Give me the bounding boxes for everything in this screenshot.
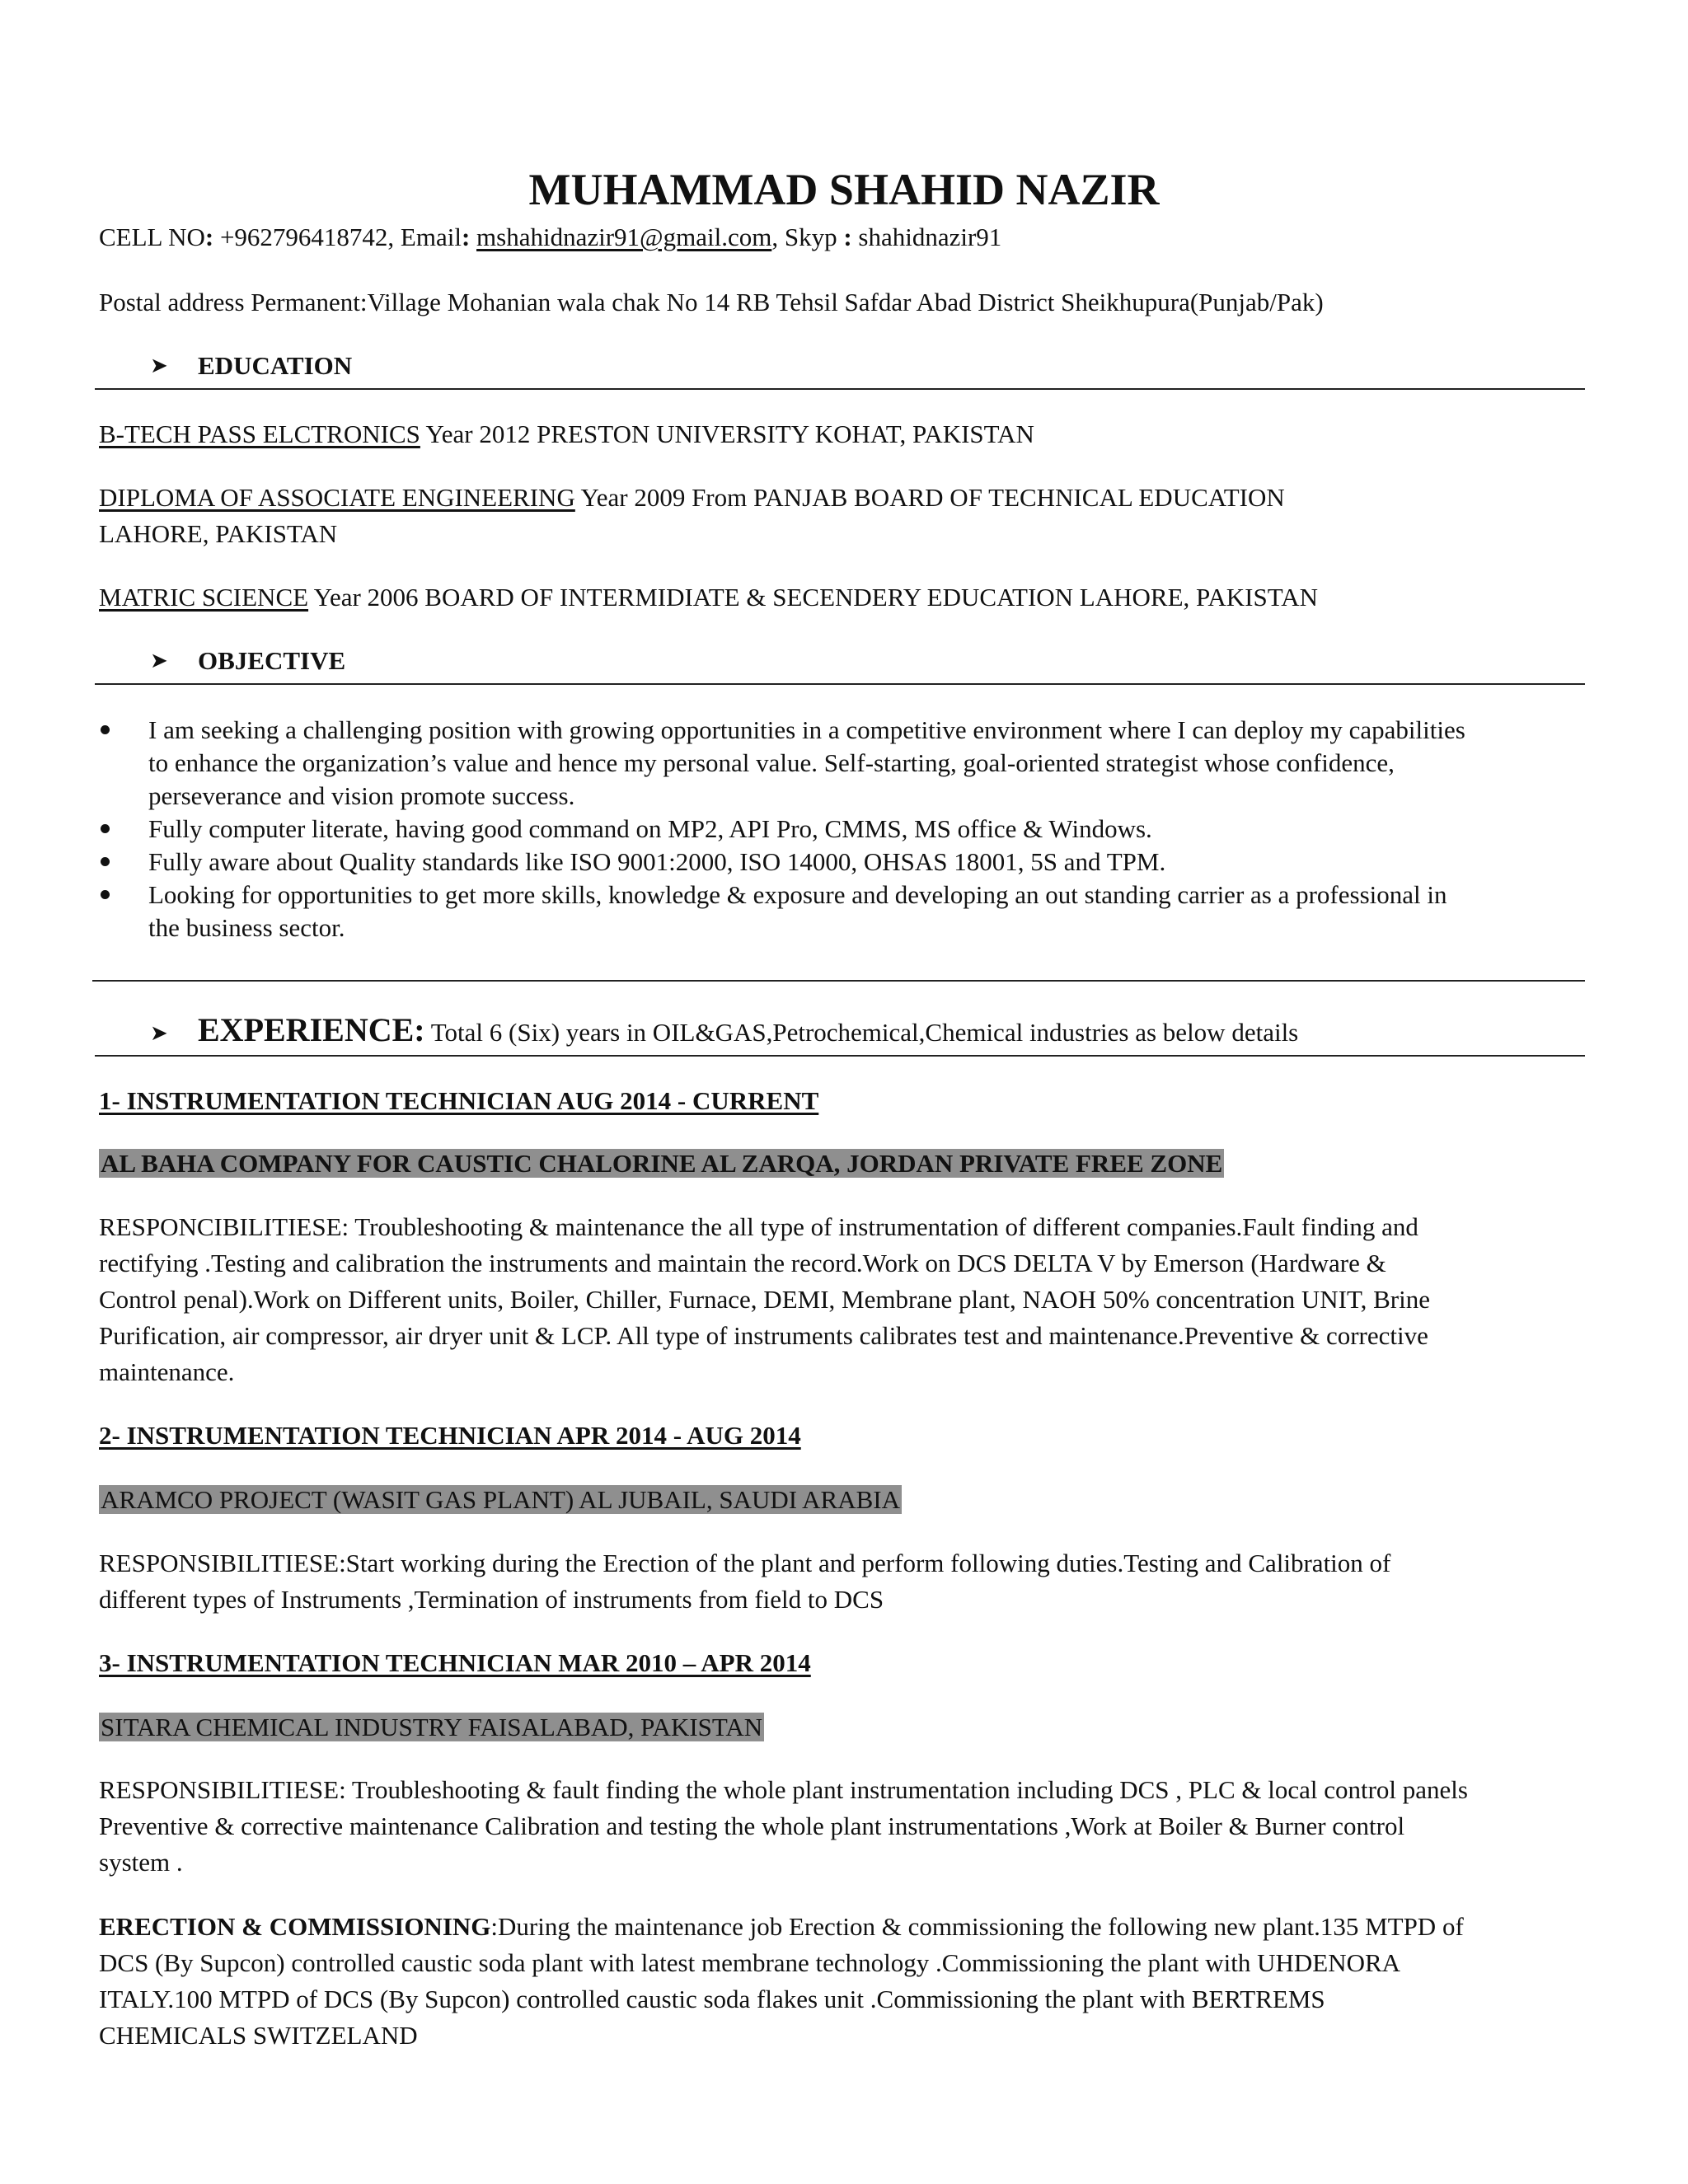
section-divider: [95, 388, 1585, 390]
bullet-icon: [101, 857, 110, 866]
objective-bullet-3: Fully aware about Quality standards like ISO 9001:2000, ISO 14000, OHSAS 18001, 5S and TPM.: [148, 847, 1166, 876]
bullet-icon: [101, 890, 110, 899]
section-divider: [92, 980, 1585, 982]
cell-label: CELL NO: [99, 223, 205, 251]
erection-label: ERECTION & COMMISSIONING: [99, 1912, 491, 1941]
section-divider: [95, 683, 1585, 685]
arrow-bullet-icon: ➤: [150, 1021, 168, 1045]
job-title-1: 1- INSTRUMENTATION TECHNICIAN AUG 2014 - CURRENT: [99, 1086, 819, 1115]
education-item-2-cont: LAHORE, PAKISTAN: [99, 519, 338, 548]
experience-heading: EXPERIENCE:: [198, 1011, 425, 1048]
arrow-bullet-icon: ➤: [150, 649, 168, 673]
education-item-1: B-TECH PASS ELCTRONICS Year 2012 PRESTON UNIVERSITY KOHAT, PAKISTAN: [99, 419, 1034, 448]
cell-value: +962796418742, Email: [219, 223, 462, 251]
job-description-3: RESPONSIBILITIESE: Troubleshooting & fault finding the whole plant instrumentation including DCS , PLC & local control panels Preventive & corrective maintenance Calibration and testing the whole plant instrumentations ,Work at Boiler & Burner control system .: [99, 1775, 1468, 1877]
objective-bullet-1: I am seeking a challenging position with growing opportunities in a competitive environment where I can deploy my capabilities to enhance the organization’s value and hence my personal value. Self-starting, goal-oriented strategist whose confidence, perseverance and vision promote success.: [148, 715, 1465, 810]
job-title-3: 3- INSTRUMENTATION TECHNICIAN MAR 2010 – APR 2014: [99, 1648, 811, 1677]
job-company-3: SITARA CHEMICAL INDUSTRY FAISALABAD, PAKISTAN: [101, 1713, 763, 1741]
job-description-1: RESPONCIBILITIESE: Troubleshooting & maintenance the all type of instrumentation of different companies.Fault finding and rectifying .Testing and calibration the instruments and maintain the record.Work on DCS DELTA V by Emerson (Hardware & Control penal).Work on Different units, Boiler, Chiller, Furnace, DEMI, Membrane plant, NAOH 50% concentration UNIT, Brine Purification, air compressor, air dryer unit & LCP. All type of instruments calibrates test and maintenance.Preventive & corrective maintenance.: [99, 1212, 1430, 1386]
education-item-2: DIPLOMA OF ASSOCIATE ENGINEERING Year 2009 From PANJAB BOARD OF TECHNICAL EDUCATION: [99, 483, 1285, 512]
job-title-2: 2- INSTRUMENTATION TECHNICIAN APR 2014 - AUG 2014: [99, 1421, 801, 1450]
education-heading: EDUCATION: [198, 351, 353, 380]
skype-value: shahidnazir91: [851, 223, 1002, 251]
objective-heading: OBJECTIVE: [198, 646, 346, 675]
section-divider: [95, 1055, 1585, 1057]
job-company-2: ARAMCO PROJECT (WASIT GAS PLANT) AL JUBAIL, SAUDI ARABIA: [101, 1485, 900, 1514]
postal-address: Postal address Permanent:Village Mohanian wala chak No 14 RB Tehsil Safdar Abad District Sheikhupura(Punjab/Pak): [99, 288, 1324, 316]
job-company-1: AL BAHA COMPANY FOR CAUSTIC CHALORINE AL ZARQA, JORDAN PRIVATE FREE ZONE: [101, 1149, 1223, 1178]
skype-label: , Skyp: [771, 223, 844, 251]
objective-bullet-4: Looking for opportunities to get more skills, knowledge & exposure and developing an out standing carrier as a professional in the business sector.: [148, 880, 1447, 942]
email-link[interactable]: mshahidnazir91@gmail.com: [476, 223, 772, 251]
resume-name: MUHAMMAD SHAHID NAZIR: [528, 165, 1160, 214]
arrow-bullet-icon: ➤: [150, 354, 168, 377]
bullet-icon: [101, 725, 110, 734]
experience-summary: Total 6 (Six) years in OIL&GAS,Petrochemical,Chemical industries as below details: [424, 1018, 1299, 1047]
bullet-icon: [101, 824, 110, 833]
objective-bullet-2: Fully computer literate, having good command on MP2, API Pro, CMMS, MS office & Windows.: [148, 814, 1152, 843]
contact-line: CELL NO: +962796418742, Email: mshahidnazir91@gmail.com, Skyp : shahidnazir91: [99, 223, 1002, 251]
education-item-3: MATRIC SCIENCE Year 2006 BOARD OF INTERMIDIATE & SECENDERY EDUCATION LAHORE, PAKISTAN: [99, 583, 1318, 612]
experience-heading-line: [198, 1007, 1298, 1056]
erection-commissioning: ERECTION & COMMISSIONING:During the maintenance job Erection & commissioning the following new plant.135 MTPD of DCS (By Supcon) controlled caustic soda plant with latest membrane technology .Commissioning the plant with UHDENORA ITALY.100 MTPD of DCS (By Supcon) controlled caustic soda flakes unit .Commissioning the plant with BERTREMS CHEMICALS SWITZELAND: [99, 1912, 1464, 2050]
job-description-2: RESPONSIBILITIESE:Start working during the Erection of the plant and perform following duties.Testing and Calibration of different types of Instruments ,Termination of instruments from field to DCS: [99, 1549, 1391, 1614]
